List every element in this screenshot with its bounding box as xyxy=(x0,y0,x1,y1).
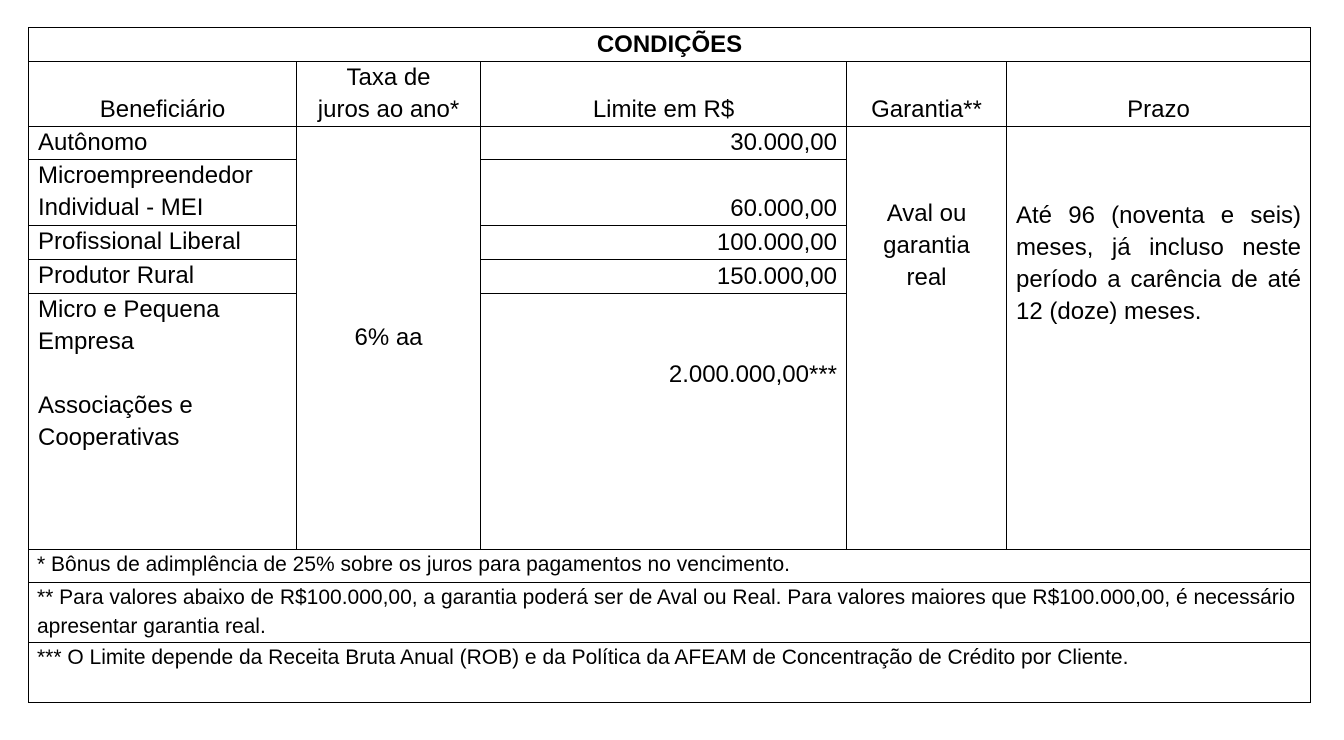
header-taxa-line1: Taxa de xyxy=(346,64,431,91)
row-limite: 100.000,00 xyxy=(481,226,847,260)
conditions-table-wrapper xyxy=(28,27,1310,703)
garantia-line1: Aval ou xyxy=(886,200,967,227)
garantia-value-cell xyxy=(847,127,1007,550)
row-beneficiario: Autônomo xyxy=(29,127,297,160)
header-taxa xyxy=(297,62,481,127)
header-taxa-line2: juros ao ano* xyxy=(317,96,460,123)
row-beneficiario xyxy=(29,294,297,550)
header-prazo: Prazo xyxy=(1007,62,1311,127)
header-garantia: Garantia** xyxy=(847,62,1007,127)
row-beneficiario-line: Associações e xyxy=(38,392,193,419)
table-title: CONDIÇÕES xyxy=(29,28,1311,62)
row-beneficiario-line: Cooperativas xyxy=(38,424,180,451)
taxa-value-cell xyxy=(297,127,481,550)
conditions-table xyxy=(28,27,1311,703)
header-limite: Limite em R$ xyxy=(481,62,847,127)
row-limite: 2.000.000,00*** xyxy=(481,294,847,550)
row-limite: 150.000,00 xyxy=(481,260,847,294)
taxa-value: 6% aa xyxy=(354,324,423,351)
row-limite: 30.000,00 xyxy=(481,127,847,160)
row-beneficiario-line: Individual - MEI xyxy=(38,194,204,221)
row-beneficiario: Produtor Rural xyxy=(29,260,297,294)
header-beneficiario: Beneficiário xyxy=(29,62,297,127)
prazo-value: Até 96 (noventa e seis) meses, já incluso neste período a carência de até 12 (doze) meses. xyxy=(1007,127,1311,550)
row-limite: 60.000,00 xyxy=(481,160,847,226)
row-beneficiario-line: Microempreendedor xyxy=(38,162,253,189)
row-beneficiario-line: Empresa xyxy=(38,328,135,355)
row-beneficiario: Profissional Liberal xyxy=(29,226,297,260)
footnote-1: * Bônus de adimplência de 25% sobre os juros para pagamentos no vencimento. xyxy=(29,550,1311,583)
garantia-line3: real xyxy=(906,264,947,291)
row-beneficiario-line: Micro e Pequena xyxy=(38,296,220,323)
row-beneficiario xyxy=(29,160,297,226)
garantia-line2: garantia xyxy=(883,232,970,259)
footnote-2: ** Para valores abaixo de R$100.000,00, a garantia poderá ser de Aval ou Real. Para valores maiores que R$100.000,00, é necessário apresentar garantia real. xyxy=(29,583,1311,643)
footnote-3: *** O Limite depende da Receita Bruta Anual (ROB) e da Política da AFEAM de Concentração de Crédito por Cliente. xyxy=(29,643,1311,703)
